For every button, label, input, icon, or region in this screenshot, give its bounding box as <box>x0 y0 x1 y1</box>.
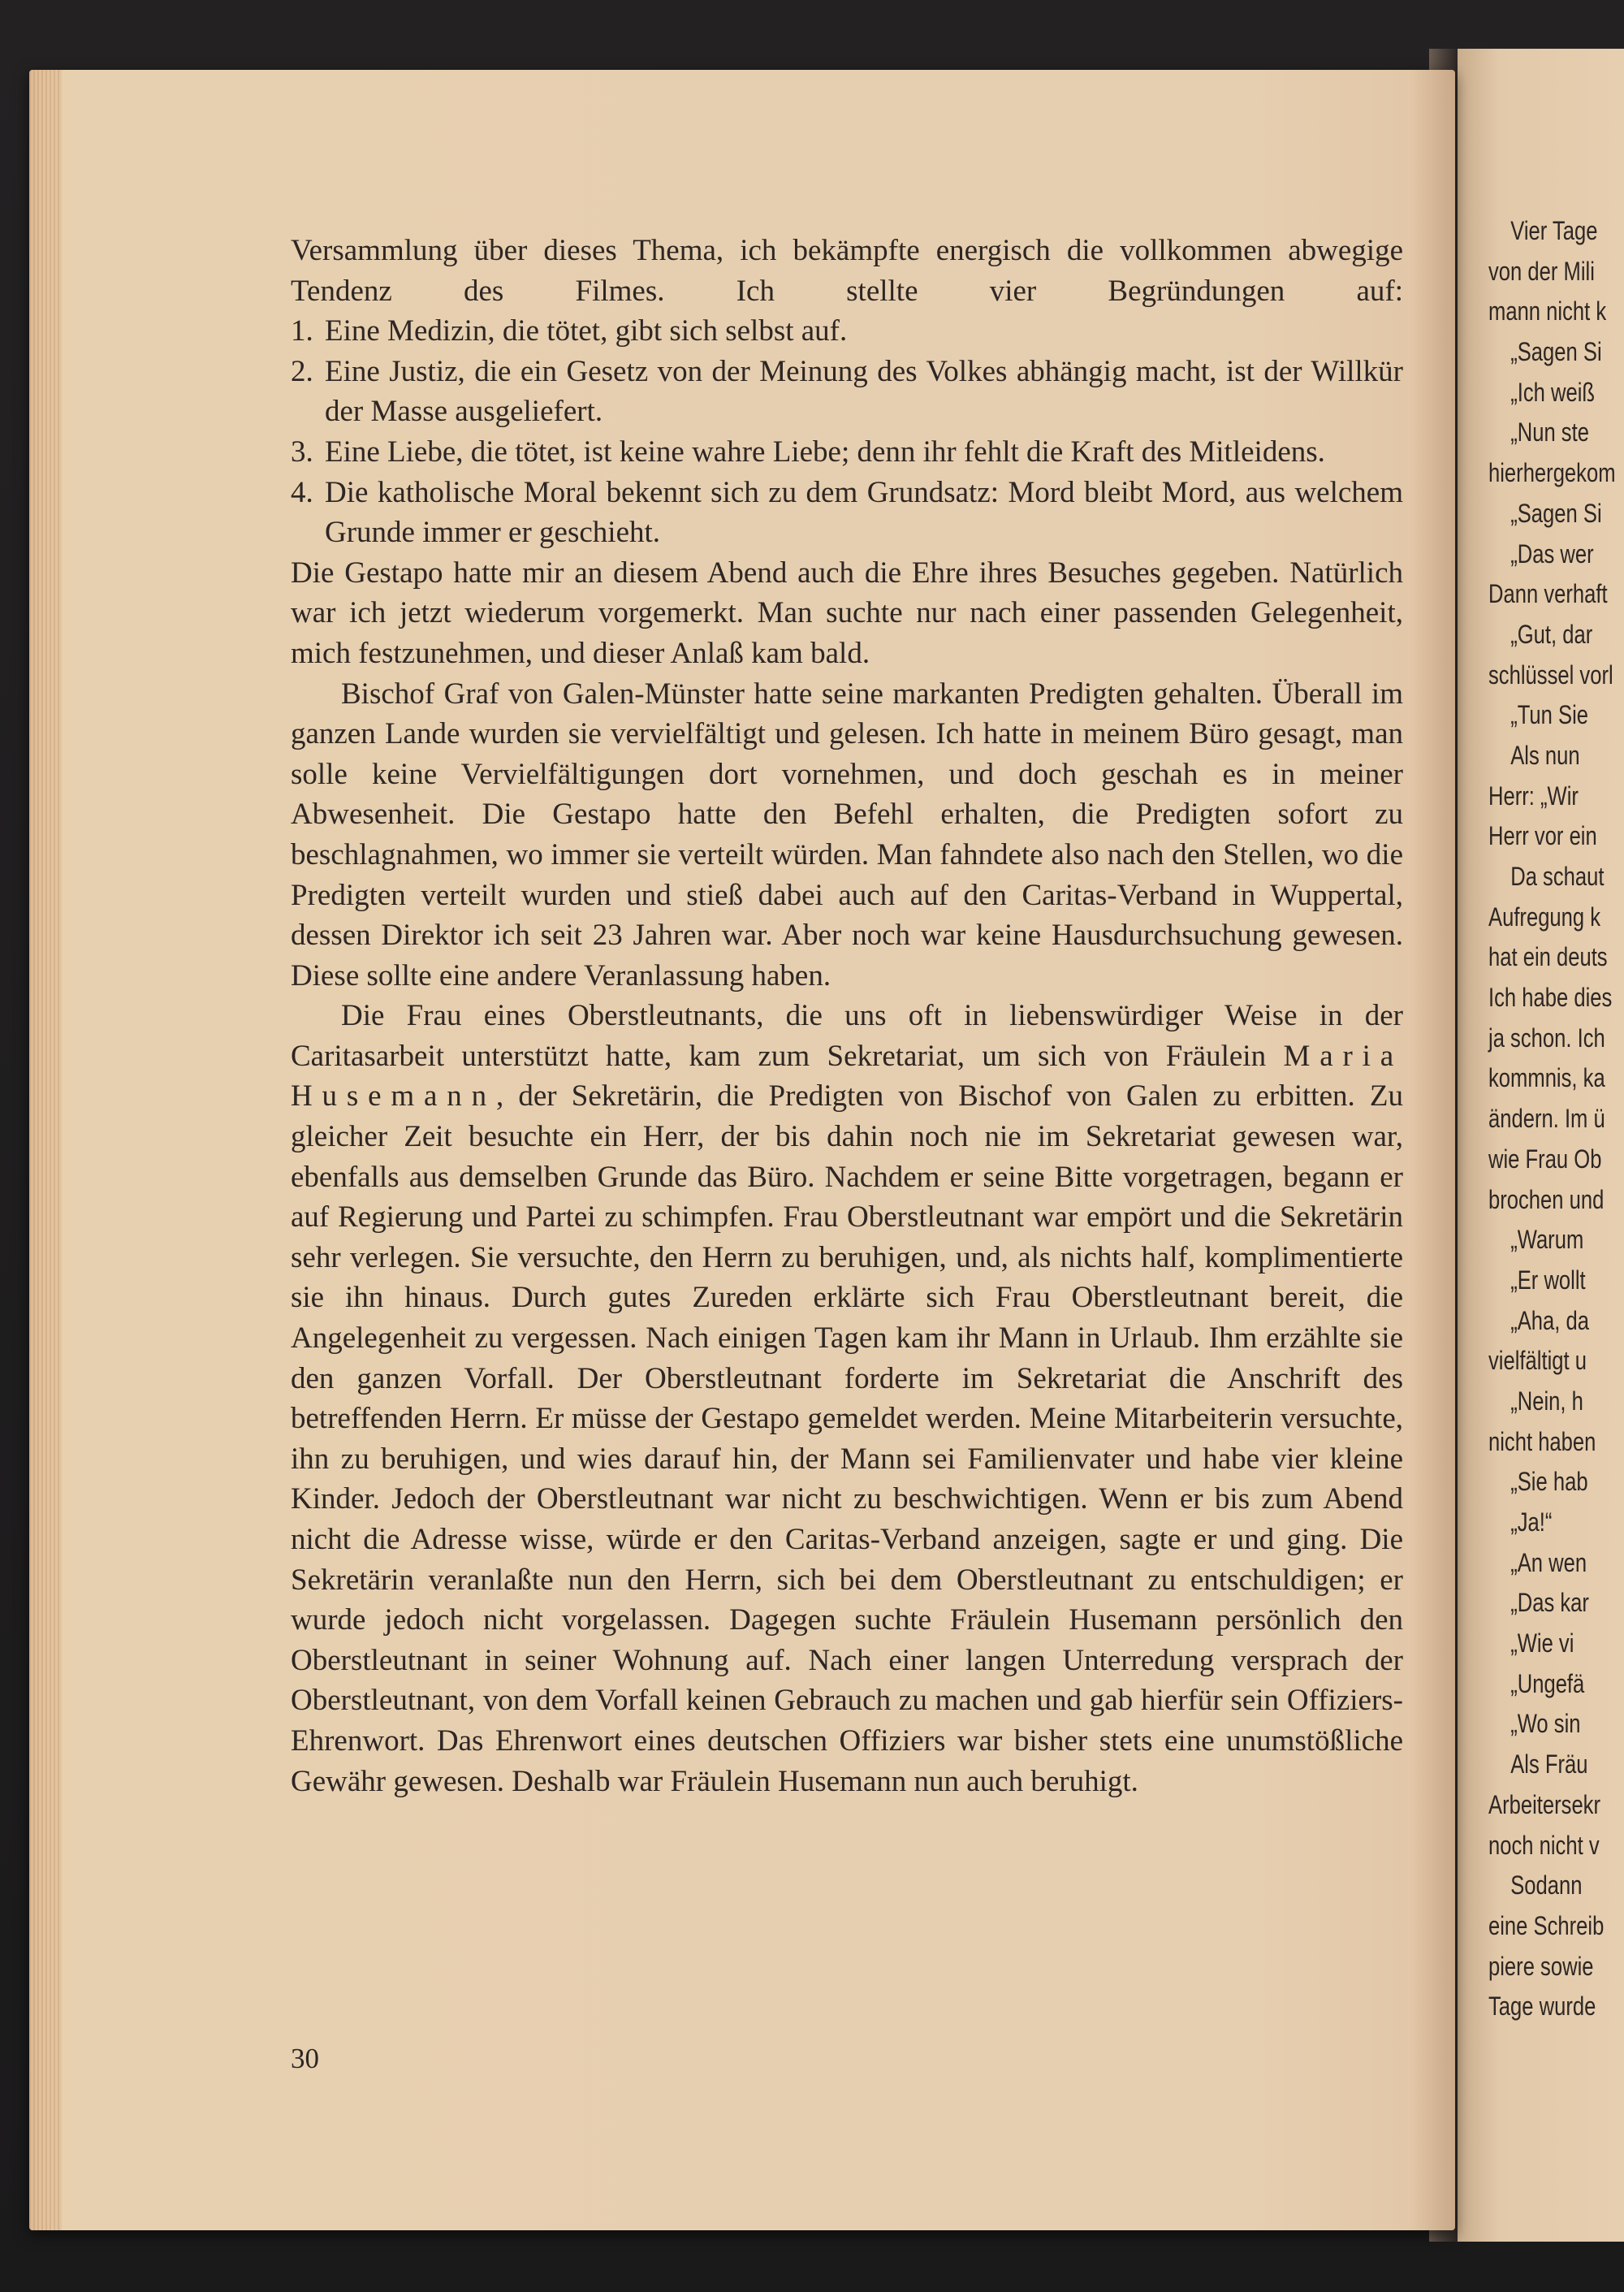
oberstleutnant-paragraph: Die Frau eines Oberstleutnants, die uns oft in liebenswürdiger Weise in der Caritasarbeit unterstützt hatte, kam zum Sekretariat, um sich von Fräulein Maria Husemann, der Sekretärin, die Predigten von Bischof von Galen zu erbitten. Zu gleicher Zeit besuchte ein Herr, der bis dahin noch nie im Sekretariat gewesen war, ebenfalls aus demselben Grunde das Büro. Nachdem er seine Bitte vorgetragen, begann er auf Regierung und Partei zu schimpfen. Frau Oberstleutnant war empört und die Sekretärin sehr verlegen. Sie versuchte, den Herrn zu beruhigen, und, als nichts half, komplimentierte sie ihn hinaus. Durch gutes Zureden erklärte sich Frau Oberstleutnant bereit, die Angelegenheit zu vergessen. Nach einigen Tagen kam ihr Mann in Urlaub. Ihm erzählte sie den ganzen Vorfall. Der Oberstleutnant forderte im Sekretariat die Anschrift des betreffenden Herrn. Er müsse der Gestapo gemeldet werden. Meine Mitarbeiterin versuchte, ihn zu beruhigen, und wies darauf hin, der Mann sei Familienvater und habe vier kleine Kinder. Jedoch der Oberstleutnant war nicht zu beschwichtigen. Wenn er bis zum Abend nicht die Adresse wisse, würde er den Caritas-Verband anzeigen, sagte er und ging. Die Sekretärin veranlaßte nun den Herrn, sich bei dem Oberstleutnant zu entschuldigen; er wurde jedoch nicht vorgelassen. Dagegen suchte Fräulein Husemann persönlich den Oberstleutnant in seiner Wohnung auf. Nach einer langen Unterredung versprach der Oberstleutnant, von dem Vorfall keinen Gebrauch zu machen und gab hierfür sein Offiziers-Ehrenwort. Das Ehrenwort eines deutschen Offiziers war bisher stets eine unumstößliche Gewähr gewesen. Deshalb war Fräulein Husemann nun auch beruhigt. <box>291 999 1403 1798</box>
right-page-line: Vier Tage <box>1510 216 1598 245</box>
right-page-line: eine Schreib <box>1488 1910 1605 1940</box>
right-page-line: noch nicht v <box>1488 1830 1600 1860</box>
right-page-text <box>1488 211 1624 2027</box>
right-page-line: „Tun Sie <box>1510 700 1588 730</box>
right-page-line: „Ja!“ <box>1510 1507 1553 1537</box>
right-page <box>1458 49 1624 2242</box>
right-page-line: „Sagen Si <box>1510 498 1602 528</box>
right-page-line: „Ungefä <box>1510 1668 1585 1698</box>
right-page-line: Als nun <box>1510 740 1580 770</box>
right-page-line: Arbeitersekr <box>1488 1789 1600 1819</box>
right-page-line: Dann verhaft <box>1488 579 1608 609</box>
right-page-line: Herr vor ein <box>1488 821 1597 851</box>
right-page-line: „Wie vi <box>1510 1628 1574 1658</box>
right-page-line: „Nun ste <box>1510 417 1589 448</box>
list-item: 1. Eine Medizin, die tötet, gibt sich selbst auf. <box>291 314 848 348</box>
right-page-line: hierhergekom <box>1488 458 1616 488</box>
right-page-line: „Ich weiß <box>1510 377 1596 407</box>
gestapo-paragraph: Die Gestapo hatte mir an diesem Abend auch die Ehre ihres Besuches gegeben. Natürlich war ich jetzt wiederum vorgemerkt. Man suchte nur nach einer passenden Gelegenheit, mich festzunehmen, und dieser Anlaß kam bald. <box>291 556 1403 670</box>
right-page-line: „Nein, h <box>1510 1386 1583 1416</box>
page-number: 30 <box>291 2043 319 2074</box>
right-page-line: ändern. Im ü <box>1488 1104 1605 1134</box>
right-page-line: „An wen <box>1510 1547 1587 1577</box>
right-page-line: vielfältigt u <box>1488 1346 1587 1376</box>
right-page-line: „Das kar <box>1510 1588 1589 1618</box>
right-page-line: Herr: „Wir <box>1488 781 1579 811</box>
right-page-line: hat ein deuts <box>1488 942 1608 972</box>
right-page-line: „Sagen Si <box>1510 337 1602 367</box>
right-page-line: nicht haben <box>1488 1426 1596 1456</box>
right-page-line: ja schon. Ich <box>1488 1023 1605 1053</box>
list-item: 2. Eine Justiz, die ein Gesetz von der Meinung des Volkes abhängig macht, ist der Willkür der Masse ausgeliefert. <box>291 354 1403 429</box>
name-spaced: Maria Husemann <box>291 1039 1403 1114</box>
right-page-line: „Warum <box>1510 1225 1584 1255</box>
right-page-line: von der Mili <box>1488 256 1595 286</box>
main-text-block <box>291 231 1403 1801</box>
right-page-line: wie Frau Ob <box>1488 1144 1602 1174</box>
right-page-line: schlüssel vorl <box>1488 659 1613 690</box>
right-page-line: „Er wollt <box>1510 1265 1586 1295</box>
right-page-line: Da schaut <box>1510 862 1605 891</box>
intro-paragraph: Versammlung über dieses Thema, ich bekämpfte energisch die vollkommen abwegige Tendenz des Filmes. Ich stellte vier Begründungen auf: <box>291 234 1403 308</box>
right-page-line: „Wo sin <box>1510 1709 1581 1739</box>
list-item: 4. Die katholische Moral bekennt sich zu dem Grundsatz: Mord bleibt Mord, aus welchem Grunde immer er geschieht. <box>291 475 1403 550</box>
right-page-line: „Aha, da <box>1510 1305 1589 1335</box>
right-page-line: mann nicht k <box>1488 296 1607 327</box>
right-page-line: kommnis, ka <box>1488 1063 1605 1093</box>
right-page-line: Ich habe dies <box>1488 983 1613 1013</box>
right-page-line: Sodann <box>1510 1870 1583 1901</box>
right-page-line: „Gut, dar <box>1510 619 1593 649</box>
page-edge <box>29 70 62 2230</box>
right-page-line: „Sie hab <box>1510 1467 1588 1497</box>
right-page-line: brochen und <box>1488 1184 1605 1214</box>
right-page-line: piere sowie <box>1488 1951 1594 1981</box>
right-page-line: „Das wer <box>1510 538 1594 569</box>
right-page-line: Tage wurde <box>1488 1991 1596 2022</box>
reasons-list <box>291 311 1403 553</box>
bischof-paragraph: Bischof Graf von Galen-Münster hatte seine markanten Predigten gehalten. Überall im ganzen Lande wurden sie vervielfältigt und gelesen. Ich hatte in meinem Büro gesagt, man solle keine Vervielfältigungen dort vornehmen, und doch geschah es in meiner Abwesenheit. Die Gestapo hatte den Befehl erhalten, die Predigten sofort zu beschlagnahmen, wo immer sie verteilt würden. Man fahndete also nach den Stellen, wo die Predigten verteilt wurden und stieß dabei auch auf den Caritas-Verband in Wuppertal, dessen Direktor ich seit 23 Jahren war. Aber noch war keine Hausdurchsuchung gewesen. Diese sollte eine andere Veranlassung haben. <box>291 677 1403 992</box>
right-page-line: Aufregung k <box>1488 902 1601 932</box>
right-page-line: Als Fräu <box>1510 1749 1588 1780</box>
list-item: 3. Eine Liebe, die tötet, ist keine wahre Liebe; denn ihr fehlt die Kraft des Mitleidens. <box>291 435 1325 469</box>
